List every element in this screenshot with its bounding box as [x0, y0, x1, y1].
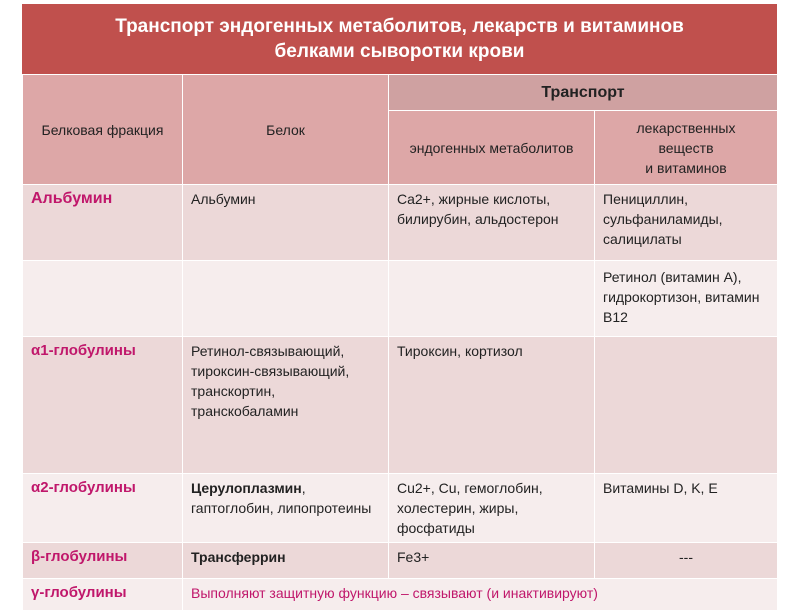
- table-row: [23, 261, 778, 337]
- row-endogenous: Тироксин, кортизол: [389, 337, 595, 474]
- row-protein-rest: , гаптоглобин, липопротеины: [191, 480, 372, 516]
- table-row: [23, 579, 778, 611]
- title-line-1: Транспорт эндогенных метаболитов, лекарств и витаминов: [115, 16, 684, 37]
- row-drugs: Ретинол (витамин А), гидрокортизон, витамин В12: [595, 261, 778, 337]
- row-fraction: α1-глобулины: [23, 337, 183, 474]
- header-drugs-line-2: веществ: [658, 139, 714, 156]
- slide-title: [22, 4, 777, 74]
- header-endogenous: эндогенных метаболитов: [389, 111, 595, 185]
- header-transport: Транспорт: [389, 75, 778, 111]
- row-endogenous: Ca2+, жирные кислоты, билирубин, альдостерон: [389, 185, 595, 261]
- row-protein: Альбумин: [183, 185, 389, 261]
- row-drugs: ---: [595, 543, 778, 579]
- table-row: [23, 185, 778, 261]
- table-row: [23, 337, 778, 474]
- title-line-2: белками сыворотки крови: [274, 41, 525, 62]
- row-protein-bold: Церулоплазмин: [191, 480, 302, 496]
- row-note: Выполняют защитную функцию – связывают (и инактивируют): [183, 579, 778, 611]
- row-drugs: [595, 337, 778, 474]
- row-protein: Трансферрин: [183, 543, 389, 579]
- header-drugs-line-3: и витаминов: [645, 159, 727, 176]
- table-row: [23, 474, 778, 543]
- row-fraction: γ-глобулины: [23, 579, 183, 611]
- row-endogenous: Fe3+: [389, 543, 595, 579]
- row-drugs: Витамины D, K, E: [595, 474, 778, 543]
- table-row: [23, 543, 778, 579]
- row-fraction: Альбумин: [23, 185, 183, 261]
- row-fraction: β-глобулины: [23, 543, 183, 579]
- row-protein: [183, 474, 389, 543]
- row-fraction: [23, 261, 183, 337]
- row-fraction: α2-глобулины: [23, 474, 183, 543]
- transport-table: [22, 74, 778, 611]
- header-fraction: Белковая фракция: [23, 75, 183, 185]
- row-endogenous: [389, 261, 595, 337]
- row-drugs: Пенициллин, сульфаниламиды, салицилаты: [595, 185, 778, 261]
- header-drugs-line-1: лекарственных: [636, 119, 736, 136]
- row-protein: Ретинол-связывающий, тироксин-связывающий, транскортин, транскобаламин: [183, 337, 389, 474]
- header-protein: Белок: [183, 75, 389, 185]
- row-protein: [183, 261, 389, 337]
- header-drugs: [595, 111, 778, 185]
- row-endogenous: Cu2+, Cu, гемоглобин, холестерин, жиры, фосфатиды: [389, 474, 595, 543]
